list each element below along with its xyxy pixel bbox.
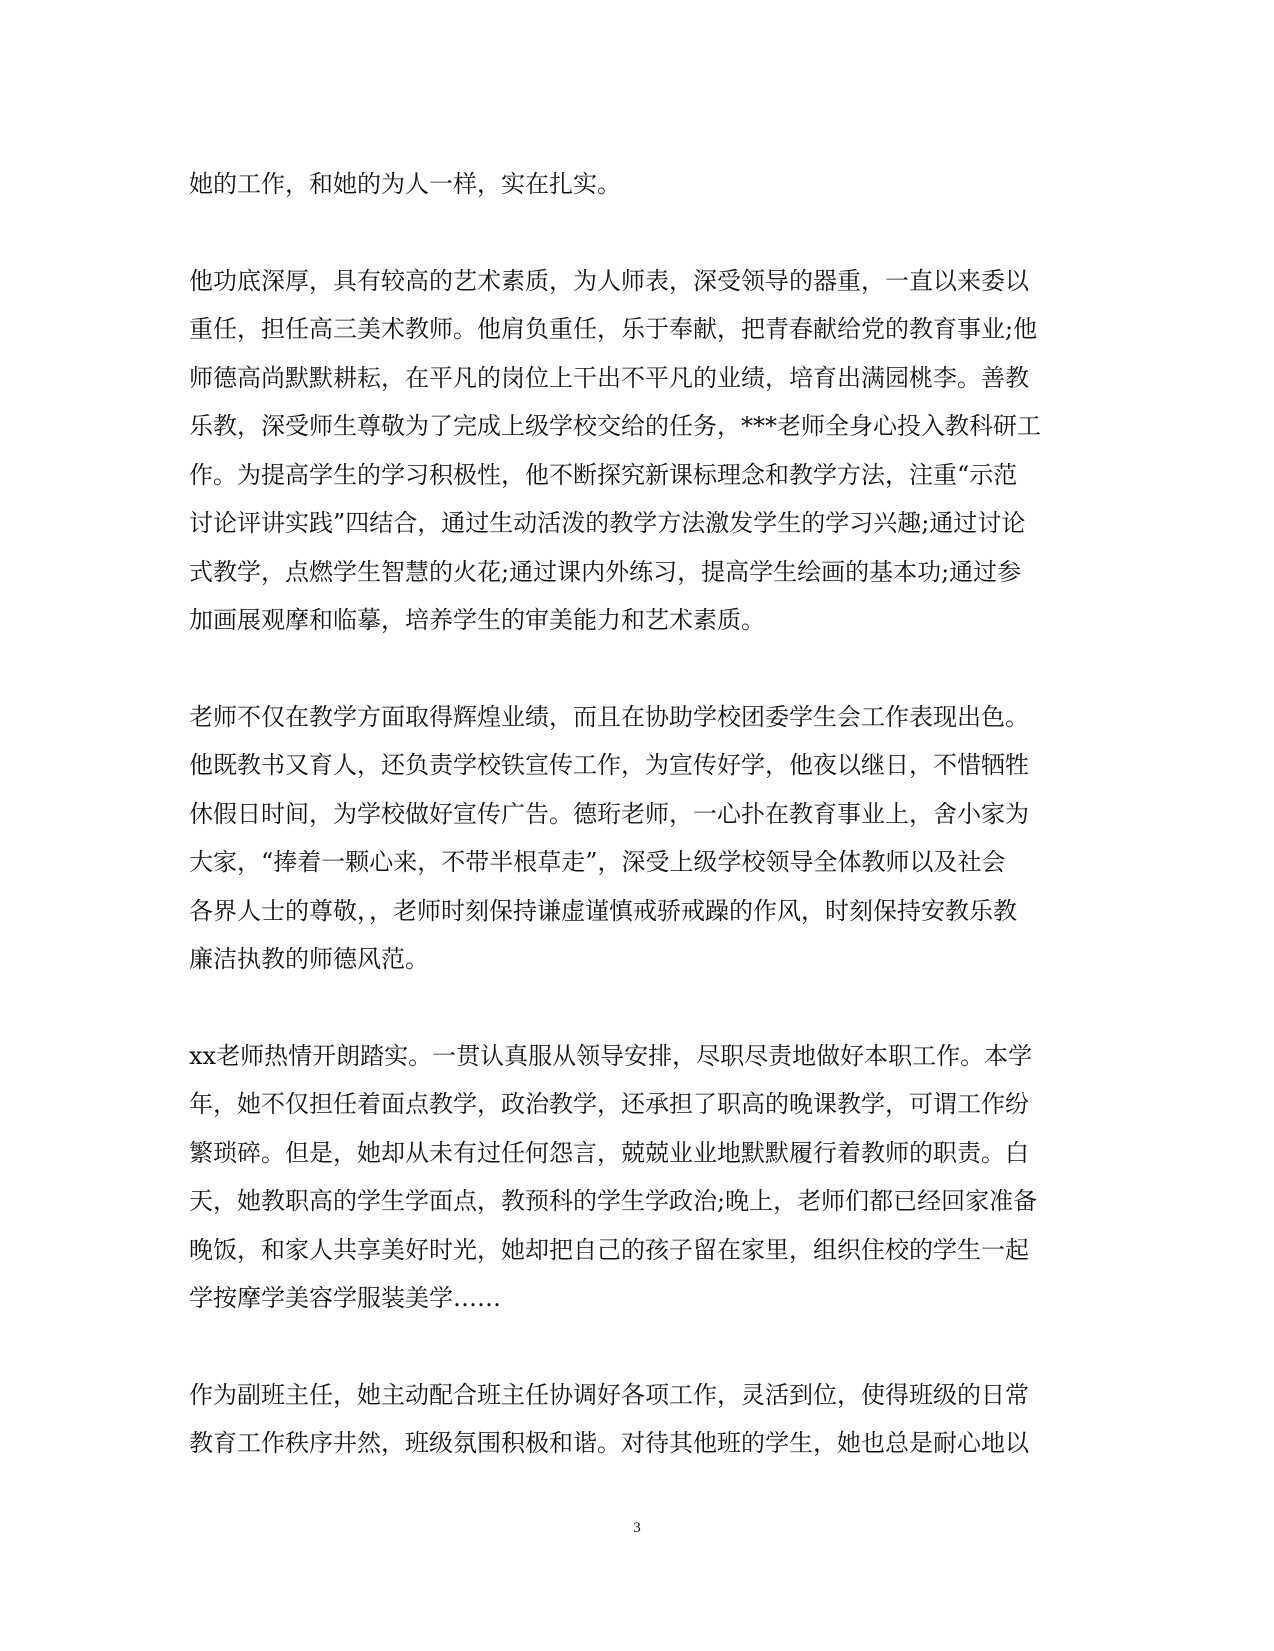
paragraph-gap [189, 645, 1084, 693]
text-line: 式教学，点燃学生智慧的火花;通过课内外练习，提高学生绘画的基本功;通过参 [189, 557, 1022, 586]
text-line: 学按摩学美容学服装美学…… [189, 1284, 501, 1312]
text-line: 她的工作，和她的为人一样，实在扎实。 [189, 170, 621, 198]
paragraph-gap [189, 1323, 1084, 1371]
paragraph-gap [189, 984, 1084, 1032]
text-line: 加画展观摩和临摹，培养学生的审美能力和艺术素质。 [189, 606, 765, 634]
text-line: 教育工作秩序井然，班级氛围积极和谐。对待其他班的学生，她也总是耐心地以 [189, 1429, 1029, 1457]
paragraph-3 [189, 693, 1084, 984]
paragraph-gap [189, 209, 1084, 257]
text-line: 各界人士的尊敬，，老师时刻保持谦虚谨慎戒骄戒躁的作风，时刻保持安教乐教 [189, 896, 1017, 925]
text-line: 天，她教职高的学生学面点，教预科的学生学政治;晚上，老师们都已经回家准备 [189, 1187, 1038, 1215]
text-line: 老师不仅在教学方面取得辉煌业绩，而且在协助学校团委学生会工作表现出色。 [189, 702, 1029, 731]
text-line: 年，她不仅担任着面点教学，政治教学，还承担了职高的晚课教学，可谓工作纷 [189, 1090, 1029, 1118]
text-line: 大家，“捧着一颗心来，不带半根草走”，深受上级学校领导全体教师以及社会 [189, 848, 1006, 876]
text-line: 作。为提高学生的学习积极性，他不断探究新课标理念和教学方法，注重“示范 [189, 460, 1018, 489]
text-line: 讨论评讲实践”四结合，通过生动活泼的教学方法激发学生的学习兴趣;通过讨论 [189, 509, 1026, 537]
text-line: 晚饭，和家人共享美好时光，她却把自己的孩子留在家里，组织住校的学生一起 [189, 1235, 1029, 1264]
document-body [189, 160, 1084, 1468]
text-line: 师德高尚默默耕耘，在平凡的岗位上干出不平凡的业绩，培育出满园桃李。善教 [189, 363, 1029, 392]
text-line: xx老师热情开朗踏实。一贯认真服从领导安排，尽职尽责地做好本职工作。本学 [189, 1041, 1033, 1070]
text-line: 他既教书又育人，还负责学校铁宣传工作，为宣传好学，他夜以继日，不惜牺牲 [189, 751, 1029, 779]
text-line: 作为副班主任，她主动配合班主任协调好各项工作，灵活到位，使得班级的日常 [189, 1380, 1029, 1409]
paragraph-2 [189, 257, 1084, 645]
paragraph-4 [189, 1032, 1084, 1323]
text-line: 廉洁执教的师德风范。 [189, 945, 429, 973]
paragraph-5 [189, 1371, 1084, 1468]
text-line: 乐教，深受师生尊敬为了完成上级学校交给的任务，***老师全身心投入教科研工 [189, 412, 1041, 440]
text-line: 休假日时间，为学校做好宣传广告。德珩老师，一心扑在教育事业上，舍小家为 [189, 799, 1029, 828]
text-line: 重任，担任高三美术教师。他肩负重任，乐于奉献，把青春献给党的教育事业;他 [189, 315, 1038, 343]
text-line: 他功底深厚，具有较高的艺术素质，为人师表，深受领导的器重，一直以来委以 [189, 266, 1029, 295]
paragraph-1 [189, 160, 1084, 209]
page-number: 3 [633, 1520, 641, 1536]
text-line: 繁琐碎。但是，她却从未有过任何怨言，兢兢业业地默默履行着教师的职责。白 [189, 1138, 1029, 1167]
